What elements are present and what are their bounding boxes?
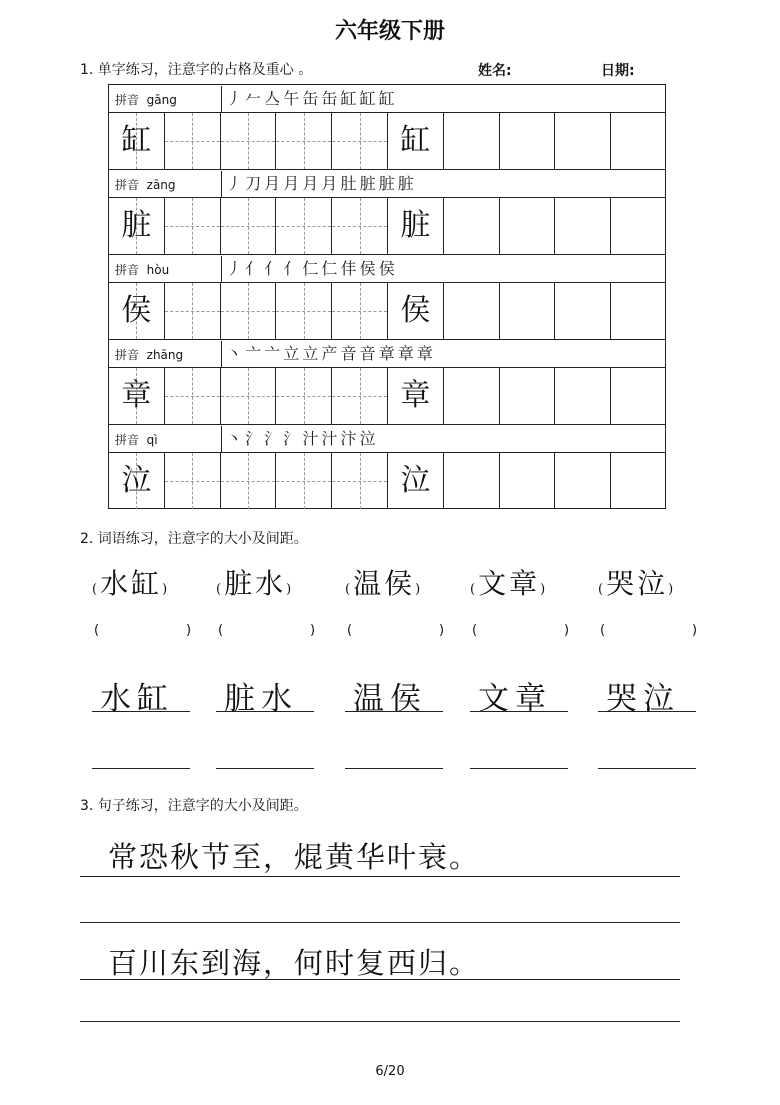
model-character: 泣 xyxy=(400,463,431,498)
guide-line xyxy=(276,141,331,142)
practice-cell xyxy=(165,453,221,509)
guide-line xyxy=(332,141,387,142)
model-word: 水缸 xyxy=(100,681,174,717)
character-row xyxy=(109,113,665,170)
guide-line xyxy=(221,481,276,482)
character-row xyxy=(109,198,665,255)
word-text: 水缸 xyxy=(100,567,163,600)
word-with-parentheses xyxy=(598,562,676,602)
model-character: 缸 xyxy=(121,123,152,158)
model-character: 缸 xyxy=(400,123,431,158)
paren-open: ( xyxy=(92,582,101,597)
pinyin-text: gāng xyxy=(146,93,177,107)
pinyin-label xyxy=(115,431,158,448)
blank-paren-open: ( xyxy=(600,623,606,638)
writing-line xyxy=(80,876,680,877)
blank-paren-open: ( xyxy=(94,623,100,638)
paren-close: ) xyxy=(415,582,424,597)
practice-cell xyxy=(276,198,332,254)
practice-cell xyxy=(221,198,277,254)
practice-cell xyxy=(221,113,277,169)
writing-line xyxy=(80,979,680,980)
practice-cell xyxy=(388,453,444,509)
blank-paren-close: ) xyxy=(564,623,570,638)
section3-heading: 3. 句子练习，注意字的大小及间距。 xyxy=(80,798,308,814)
word-text: 脏水 xyxy=(224,567,287,600)
stroke-order: 丿 亻 亻 亻 仁 仁 仹 侯 侯 xyxy=(221,256,394,282)
pinyin-text: zāng xyxy=(146,178,176,192)
practice-cell xyxy=(611,198,667,254)
guide-line xyxy=(165,226,220,227)
writing-underline xyxy=(470,768,568,769)
word-underline xyxy=(216,711,314,712)
practice-cell xyxy=(165,198,221,254)
pinyin-row xyxy=(109,170,665,198)
word-underline xyxy=(470,711,568,712)
practice-cell xyxy=(221,453,277,509)
model-character: 脏 xyxy=(400,208,431,243)
pinyin-row xyxy=(109,255,665,283)
model-word: 脏水 xyxy=(224,681,298,717)
paren-open: ( xyxy=(216,582,225,597)
practice-cell xyxy=(500,113,556,169)
practice-cell xyxy=(611,368,667,424)
guide-line xyxy=(332,396,387,397)
word-underline xyxy=(598,711,696,712)
practice-cell xyxy=(332,283,388,339)
writing-line xyxy=(80,922,680,923)
model-character: 侯 xyxy=(400,293,431,328)
practice-cell xyxy=(500,453,556,509)
practice-cell xyxy=(276,453,332,509)
practice-cell xyxy=(444,283,500,339)
stroke-order: 丿 刀 月 月 月 月 肚 脏 脏 脏 xyxy=(221,171,413,197)
practice-cell xyxy=(555,453,611,509)
model-character: 章 xyxy=(121,378,152,413)
pinyin-row xyxy=(109,85,665,113)
guide-line xyxy=(332,311,387,312)
blank-paren-open: ( xyxy=(218,623,224,638)
guide-line xyxy=(332,481,387,482)
practice-cell xyxy=(388,368,444,424)
pinyin-text: zhāng xyxy=(146,348,184,362)
guide-line xyxy=(221,311,276,312)
practice-cell xyxy=(165,113,221,169)
writing-underline xyxy=(92,768,190,769)
section2-heading: 2. 词语练习，注意字的大小及间距。 xyxy=(80,531,308,547)
pinyin-text: hòu xyxy=(146,263,170,277)
paren-open: ( xyxy=(345,582,354,597)
model-character: 章 xyxy=(400,378,431,413)
practice-cell xyxy=(165,368,221,424)
practice-cell xyxy=(276,368,332,424)
practice-cell xyxy=(444,368,500,424)
blank-paren-open: ( xyxy=(472,623,478,638)
practice-cell xyxy=(611,113,667,169)
guide-line xyxy=(165,141,220,142)
paren-close: ) xyxy=(286,582,295,597)
model-character: 泣 xyxy=(121,463,152,498)
pinyin-label xyxy=(115,176,176,193)
blank-paren-close: ) xyxy=(310,623,316,638)
practice-cell xyxy=(109,283,165,339)
practice-cell xyxy=(109,198,165,254)
guide-line xyxy=(221,396,276,397)
guide-line xyxy=(276,226,331,227)
practice-cell xyxy=(555,113,611,169)
blank-paren-open: ( xyxy=(347,623,353,638)
blank-paren-close: ) xyxy=(439,623,445,638)
guide-line xyxy=(276,481,331,482)
word-with-parentheses xyxy=(470,562,548,602)
guide-line xyxy=(165,481,220,482)
practice-cell xyxy=(221,368,277,424)
pinyin-row xyxy=(109,340,665,368)
practice-cell xyxy=(332,453,388,509)
word-with-parentheses xyxy=(92,562,170,602)
practice-cell xyxy=(388,113,444,169)
sentence-1: 常恐秋节至，焜黄华叶衰。 xyxy=(108,840,481,874)
blank-paren-close: ) xyxy=(186,623,192,638)
pinyin-label xyxy=(115,91,177,108)
practice-cell xyxy=(611,283,667,339)
paren-close: ) xyxy=(540,582,549,597)
character-row xyxy=(109,283,665,340)
pinyin-label xyxy=(115,346,183,363)
practice-cell xyxy=(555,198,611,254)
practice-cell xyxy=(500,198,556,254)
section1-heading: 1. 单字练习，注意字的占格及重心 。 xyxy=(80,62,313,78)
stroke-order: 丿 𠂉 亼 午 缶 缶 缸 缸 缸 xyxy=(221,86,394,112)
practice-cell xyxy=(109,113,165,169)
practice-cell xyxy=(444,198,500,254)
stroke-order: 丶 亠 亠 立 立 产 音 音 章 章 章 xyxy=(221,341,432,367)
pinyin-caption: 拼音 xyxy=(115,178,140,192)
practice-cell xyxy=(444,453,500,509)
writing-underline xyxy=(345,768,443,769)
word-text: 哭泣 xyxy=(606,567,669,600)
model-word: 温侯 xyxy=(353,681,427,717)
practice-cell xyxy=(555,368,611,424)
word-underline xyxy=(92,711,190,712)
page-title: 六年级下册 xyxy=(334,19,445,44)
practice-cell xyxy=(500,283,556,339)
practice-cell xyxy=(109,368,165,424)
practice-cell xyxy=(611,453,667,509)
pinyin-caption: 拼音 xyxy=(115,263,140,277)
practice-cell xyxy=(555,283,611,339)
pinyin-row xyxy=(109,425,665,453)
guide-line xyxy=(332,226,387,227)
guide-line xyxy=(221,226,276,227)
word-with-parentheses xyxy=(345,562,423,602)
practice-cell xyxy=(332,198,388,254)
practice-cell xyxy=(388,198,444,254)
practice-cell xyxy=(276,283,332,339)
guide-line xyxy=(221,141,276,142)
model-word: 哭泣 xyxy=(606,681,680,717)
model-character: 侯 xyxy=(121,293,152,328)
word-text: 温侯 xyxy=(353,567,416,600)
pinyin-caption: 拼音 xyxy=(115,433,140,447)
date-label: 日期: xyxy=(601,63,635,79)
guide-line xyxy=(165,396,220,397)
practice-cell xyxy=(221,283,277,339)
guide-line xyxy=(276,311,331,312)
practice-cell xyxy=(109,453,165,509)
word-text: 文章 xyxy=(478,567,541,600)
page-number: 6/20 xyxy=(375,1064,405,1079)
practice-cell xyxy=(276,113,332,169)
name-label: 姓名: xyxy=(478,63,512,79)
sentence-2: 百川东到海，何时复西归。 xyxy=(108,946,481,980)
writing-line xyxy=(80,1021,680,1022)
stroke-order: 丶 氵 氵 氵 汁 汁 汴 泣 xyxy=(221,426,375,452)
practice-cell xyxy=(332,368,388,424)
pinyin-caption: 拼音 xyxy=(115,93,140,107)
practice-cell xyxy=(388,283,444,339)
paren-open: ( xyxy=(598,582,607,597)
practice-cell xyxy=(444,113,500,169)
character-row xyxy=(109,368,665,425)
pinyin-text: qì xyxy=(146,433,158,447)
writing-underline xyxy=(216,768,314,769)
paren-close: ) xyxy=(668,582,677,597)
practice-cell xyxy=(500,368,556,424)
guide-line xyxy=(276,396,331,397)
guide-line xyxy=(165,311,220,312)
pinyin-caption: 拼音 xyxy=(115,348,140,362)
model-character: 脏 xyxy=(121,208,152,243)
word-with-parentheses xyxy=(216,562,294,602)
character-row xyxy=(109,453,665,510)
writing-underline xyxy=(598,768,696,769)
model-word: 文章 xyxy=(478,681,552,717)
practice-cell xyxy=(332,113,388,169)
practice-cell xyxy=(165,283,221,339)
character-practice-grid xyxy=(108,84,666,509)
word-underline xyxy=(345,711,443,712)
pinyin-label xyxy=(115,261,169,278)
blank-paren-close: ) xyxy=(692,623,698,638)
paren-close: ) xyxy=(162,582,171,597)
paren-open: ( xyxy=(470,582,479,597)
